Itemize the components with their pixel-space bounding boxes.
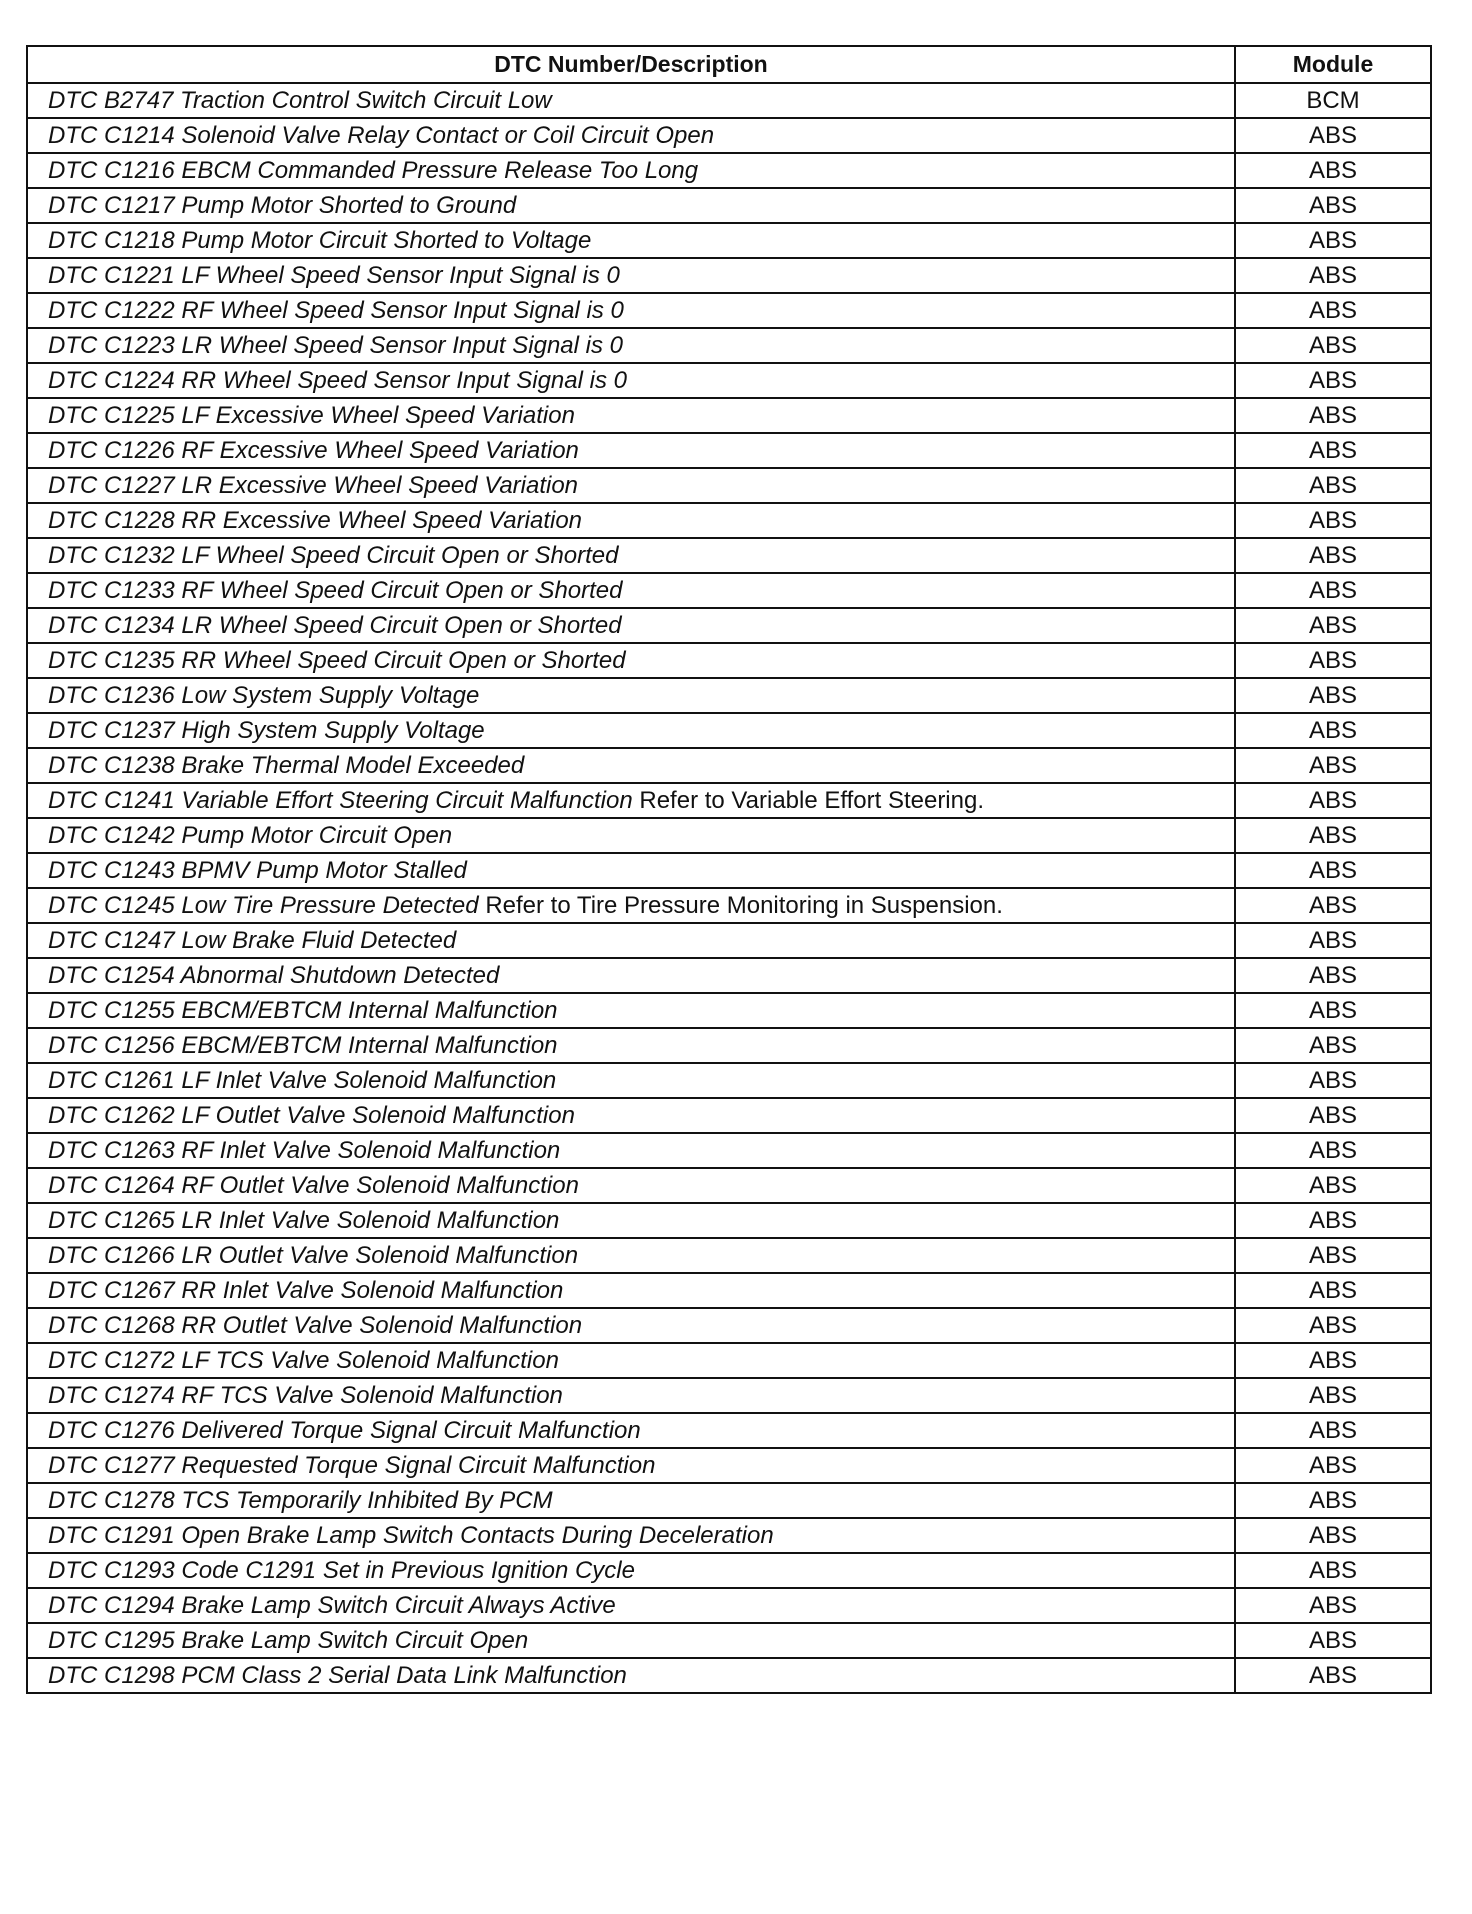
table-row: [27, 293, 1431, 328]
dtc-description-cell: [27, 1518, 1235, 1553]
module-cell: ABS: [1235, 1378, 1431, 1413]
module-cell: ABS: [1235, 398, 1431, 433]
dtc-code-text: DTC C1235 RR Wheel Speed Circuit Open or Shorted: [48, 646, 626, 674]
module-cell: ABS: [1235, 153, 1431, 188]
table-row: [27, 1063, 1431, 1098]
module-cell: ABS: [1235, 223, 1431, 258]
table-row: [27, 713, 1431, 748]
module-cell: ABS: [1235, 608, 1431, 643]
table-row: [27, 1483, 1431, 1518]
dtc-description-cell: [27, 1203, 1235, 1238]
dtc-description-cell: [27, 1448, 1235, 1483]
table-row: [27, 1588, 1431, 1623]
dtc-code-text: DTC C1214 Solenoid Valve Relay Contact or Coil Circuit Open: [48, 121, 715, 149]
dtc-code-text: DTC B2747 Traction Control Switch Circuit Low: [48, 86, 552, 114]
dtc-description-cell: [27, 328, 1235, 363]
dtc-description-cell: [27, 118, 1235, 153]
header-module: Module: [1235, 46, 1431, 83]
dtc-code-text: DTC C1266 LR Outlet Valve Solenoid Malfunction: [48, 1241, 579, 1269]
dtc-code-text: DTC C1221 LF Wheel Speed Sensor Input Signal is 0: [48, 261, 620, 289]
module-cell: ABS: [1235, 1553, 1431, 1588]
table-row: [27, 993, 1431, 1028]
table-row: [27, 258, 1431, 293]
module-cell: ABS: [1235, 923, 1431, 958]
table-row: [27, 188, 1431, 223]
module-cell: ABS: [1235, 1028, 1431, 1063]
dtc-description-cell: [27, 1098, 1235, 1133]
table-row: [27, 433, 1431, 468]
table-row: [27, 888, 1431, 923]
table-row: [27, 328, 1431, 363]
module-cell: ABS: [1235, 748, 1431, 783]
dtc-code-text: DTC C1225 LF Excessive Wheel Speed Variation: [48, 401, 575, 429]
table-row: [27, 783, 1431, 818]
dtc-description-cell: [27, 258, 1235, 293]
module-cell: ABS: [1235, 1448, 1431, 1483]
dtc-description-cell: [27, 223, 1235, 258]
dtc-description-cell: [27, 503, 1235, 538]
module-cell: ABS: [1235, 643, 1431, 678]
table-row: [27, 83, 1431, 118]
dtc-description-cell: [27, 993, 1235, 1028]
dtc-code-text: DTC C1263 RF Inlet Valve Solenoid Malfunction: [48, 1136, 561, 1164]
module-cell: ABS: [1235, 468, 1431, 503]
table-row: [27, 223, 1431, 258]
dtc-description-cell: [27, 1168, 1235, 1203]
table-row: [27, 1203, 1431, 1238]
module-cell: ABS: [1235, 888, 1431, 923]
dtc-table: [26, 45, 1432, 1694]
dtc-description-cell: [27, 853, 1235, 888]
dtc-code-text: DTC C1262 LF Outlet Valve Solenoid Malfunction: [48, 1101, 575, 1129]
module-cell: ABS: [1235, 1098, 1431, 1133]
module-cell: ABS: [1235, 678, 1431, 713]
dtc-description-cell: [27, 643, 1235, 678]
module-cell: ABS: [1235, 958, 1431, 993]
module-cell: ABS: [1235, 783, 1431, 818]
table-row: [27, 1553, 1431, 1588]
header-description: DTC Number/Description: [27, 46, 1235, 83]
module-cell: ABS: [1235, 118, 1431, 153]
module-cell: BCM: [1235, 83, 1431, 118]
dtc-code-text: DTC C1224 RR Wheel Speed Sensor Input Signal is 0: [48, 366, 627, 394]
dtc-code-text: DTC C1255 EBCM/EBTCM Internal Malfunction: [48, 996, 558, 1024]
module-cell: ABS: [1235, 293, 1431, 328]
dtc-reference-note: Refer to Variable Effort Steering.: [639, 786, 984, 814]
table-row: [27, 1378, 1431, 1413]
dtc-code-text: DTC C1237 High System Supply Voltage: [48, 716, 485, 744]
module-cell: ABS: [1235, 1308, 1431, 1343]
dtc-code-text: DTC C1226 RF Excessive Wheel Speed Variation: [48, 436, 579, 464]
table-row: [27, 1133, 1431, 1168]
dtc-description-cell: [27, 433, 1235, 468]
table-row: [27, 678, 1431, 713]
dtc-description-cell: [27, 363, 1235, 398]
dtc-code-text: DTC C1254 Abnormal Shutdown Detected: [48, 961, 500, 989]
module-cell: ABS: [1235, 573, 1431, 608]
dtc-code-text: DTC C1277 Requested Torque Signal Circuit Malfunction: [48, 1451, 656, 1479]
table-row: [27, 1658, 1431, 1693]
dtc-description-cell: [27, 1553, 1235, 1588]
dtc-code-text: DTC C1223 LR Wheel Speed Sensor Input Signal is 0: [48, 331, 623, 359]
dtc-code-text: DTC C1298 PCM Class 2 Serial Data Link Malfunction: [48, 1661, 627, 1689]
dtc-description-cell: [27, 153, 1235, 188]
dtc-description-cell: [27, 713, 1235, 748]
dtc-description-cell: [27, 1063, 1235, 1098]
dtc-code-text: DTC C1265 LR Inlet Valve Solenoid Malfunction: [48, 1206, 560, 1234]
dtc-description-cell: [27, 923, 1235, 958]
table-row: [27, 118, 1431, 153]
dtc-code-text: DTC C1291 Open Brake Lamp Switch Contacts During Deceleration: [48, 1521, 774, 1549]
table-row: [27, 818, 1431, 853]
dtc-code-text: DTC C1267 RR Inlet Valve Solenoid Malfunction: [48, 1276, 564, 1304]
dtc-code-text: DTC C1256 EBCM/EBTCM Internal Malfunction: [48, 1031, 558, 1059]
table-row: [27, 643, 1431, 678]
dtc-code-text: DTC C1243 BPMV Pump Motor Stalled: [48, 856, 467, 884]
table-row: [27, 1343, 1431, 1378]
module-cell: ABS: [1235, 1273, 1431, 1308]
dtc-code-text: DTC C1238 Brake Thermal Model Exceeded: [48, 751, 525, 779]
dtc-description-cell: [27, 293, 1235, 328]
table-row: [27, 503, 1431, 538]
dtc-code-text: DTC C1274 RF TCS Valve Solenoid Malfunction: [48, 1381, 563, 1409]
dtc-description-cell: [27, 538, 1235, 573]
module-cell: ABS: [1235, 1343, 1431, 1378]
dtc-description-cell: [27, 888, 1235, 923]
dtc-description-cell: [27, 1658, 1235, 1693]
dtc-code-text: DTC C1268 RR Outlet Valve Solenoid Malfunction: [48, 1311, 583, 1339]
dtc-code-text: DTC C1217 Pump Motor Shorted to Ground: [48, 191, 517, 219]
dtc-code-text: DTC C1276 Delivered Torque Signal Circuit Malfunction: [48, 1416, 641, 1444]
dtc-code-text: DTC C1247 Low Brake Fluid Detected: [48, 926, 457, 954]
table-row: [27, 748, 1431, 783]
module-cell: ABS: [1235, 1518, 1431, 1553]
dtc-code-text: DTC C1278 TCS Temporarily Inhibited By PCM: [48, 1486, 553, 1514]
module-cell: ABS: [1235, 363, 1431, 398]
dtc-description-cell: [27, 1238, 1235, 1273]
table-row: [27, 153, 1431, 188]
module-cell: ABS: [1235, 1483, 1431, 1518]
table-row: [27, 538, 1431, 573]
dtc-description-cell: [27, 1483, 1235, 1518]
dtc-code-text: DTC C1241 Variable Effort Steering Circuit Malfunction: [48, 786, 633, 814]
module-cell: ABS: [1235, 1133, 1431, 1168]
module-cell: ABS: [1235, 1063, 1431, 1098]
dtc-code-text: DTC C1216 EBCM Commanded Pressure Release Too Long: [48, 156, 699, 184]
dtc-code-text: DTC C1234 LR Wheel Speed Circuit Open or Shorted: [48, 611, 622, 639]
dtc-code-text: DTC C1228 RR Excessive Wheel Speed Variation: [48, 506, 583, 534]
dtc-description-cell: [27, 608, 1235, 643]
dtc-description-cell: [27, 398, 1235, 433]
dtc-code-text: DTC C1272 LF TCS Valve Solenoid Malfunction: [48, 1346, 559, 1374]
dtc-description-cell: [27, 1623, 1235, 1658]
table-row: [27, 1098, 1431, 1133]
dtc-description-cell: [27, 1378, 1235, 1413]
table-row: [27, 1238, 1431, 1273]
dtc-description-cell: [27, 573, 1235, 608]
dtc-code-text: DTC C1264 RF Outlet Valve Solenoid Malfunction: [48, 1171, 579, 1199]
module-cell: ABS: [1235, 1588, 1431, 1623]
module-cell: ABS: [1235, 1623, 1431, 1658]
module-cell: ABS: [1235, 1658, 1431, 1693]
dtc-description-cell: [27, 1343, 1235, 1378]
table-row: [27, 1028, 1431, 1063]
dtc-description-cell: [27, 678, 1235, 713]
dtc-code-text: DTC C1222 RF Wheel Speed Sensor Input Signal is 0: [48, 296, 624, 324]
dtc-reference-note: Refer to Tire Pressure Monitoring in Suspension.: [485, 891, 1003, 919]
table-row: [27, 1623, 1431, 1658]
table-row: [27, 1168, 1431, 1203]
table-row: [27, 1308, 1431, 1343]
dtc-code-text: DTC C1261 LF Inlet Valve Solenoid Malfunction: [48, 1066, 557, 1094]
dtc-description-cell: [27, 1028, 1235, 1063]
table-body: [27, 83, 1431, 1693]
dtc-description-cell: [27, 1273, 1235, 1308]
dtc-description-cell: [27, 1308, 1235, 1343]
dtc-code-text: DTC C1294 Brake Lamp Switch Circuit Always Active: [48, 1591, 616, 1619]
dtc-code-text: DTC C1227 LR Excessive Wheel Speed Variation: [48, 471, 579, 499]
table-row: [27, 398, 1431, 433]
module-cell: ABS: [1235, 433, 1431, 468]
module-cell: ABS: [1235, 258, 1431, 293]
table-row: [27, 573, 1431, 608]
module-cell: ABS: [1235, 993, 1431, 1028]
dtc-description-cell: [27, 783, 1235, 818]
dtc-code-text: DTC C1233 RF Wheel Speed Circuit Open or Shorted: [48, 576, 623, 604]
table-header-row: [27, 46, 1431, 83]
dtc-code-text: DTC C1232 LF Wheel Speed Circuit Open or Shorted: [48, 541, 619, 569]
module-cell: ABS: [1235, 1203, 1431, 1238]
module-cell: ABS: [1235, 188, 1431, 223]
dtc-code-text: DTC C1245 Low Tire Pressure Detected: [48, 891, 479, 919]
module-cell: ABS: [1235, 713, 1431, 748]
table-row: [27, 958, 1431, 993]
module-cell: ABS: [1235, 853, 1431, 888]
dtc-code-text: DTC C1236 Low System Supply Voltage: [48, 681, 480, 709]
module-cell: ABS: [1235, 1168, 1431, 1203]
table-row: [27, 1413, 1431, 1448]
dtc-code-text: DTC C1242 Pump Motor Circuit Open: [48, 821, 453, 849]
module-cell: ABS: [1235, 818, 1431, 853]
table-row: [27, 923, 1431, 958]
dtc-description-cell: [27, 188, 1235, 223]
table-row: [27, 1448, 1431, 1483]
dtc-code-text: DTC C1293 Code C1291 Set in Previous Ignition Cycle: [48, 1556, 635, 1584]
table-row: [27, 363, 1431, 398]
dtc-description-cell: [27, 818, 1235, 853]
table-row: [27, 1273, 1431, 1308]
dtc-description-cell: [27, 1133, 1235, 1168]
dtc-description-cell: [27, 83, 1235, 118]
dtc-code-text: DTC C1295 Brake Lamp Switch Circuit Open: [48, 1626, 529, 1654]
table-row: [27, 468, 1431, 503]
dtc-description-cell: [27, 468, 1235, 503]
module-cell: ABS: [1235, 328, 1431, 363]
module-cell: ABS: [1235, 1238, 1431, 1273]
dtc-description-cell: [27, 958, 1235, 993]
table-row: [27, 853, 1431, 888]
dtc-description-cell: [27, 748, 1235, 783]
dtc-description-cell: [27, 1413, 1235, 1448]
table-row: [27, 1518, 1431, 1553]
dtc-code-text: DTC C1218 Pump Motor Circuit Shorted to Voltage: [48, 226, 592, 254]
module-cell: ABS: [1235, 1413, 1431, 1448]
module-cell: ABS: [1235, 538, 1431, 573]
module-cell: ABS: [1235, 503, 1431, 538]
dtc-description-cell: [27, 1588, 1235, 1623]
table-row: [27, 608, 1431, 643]
